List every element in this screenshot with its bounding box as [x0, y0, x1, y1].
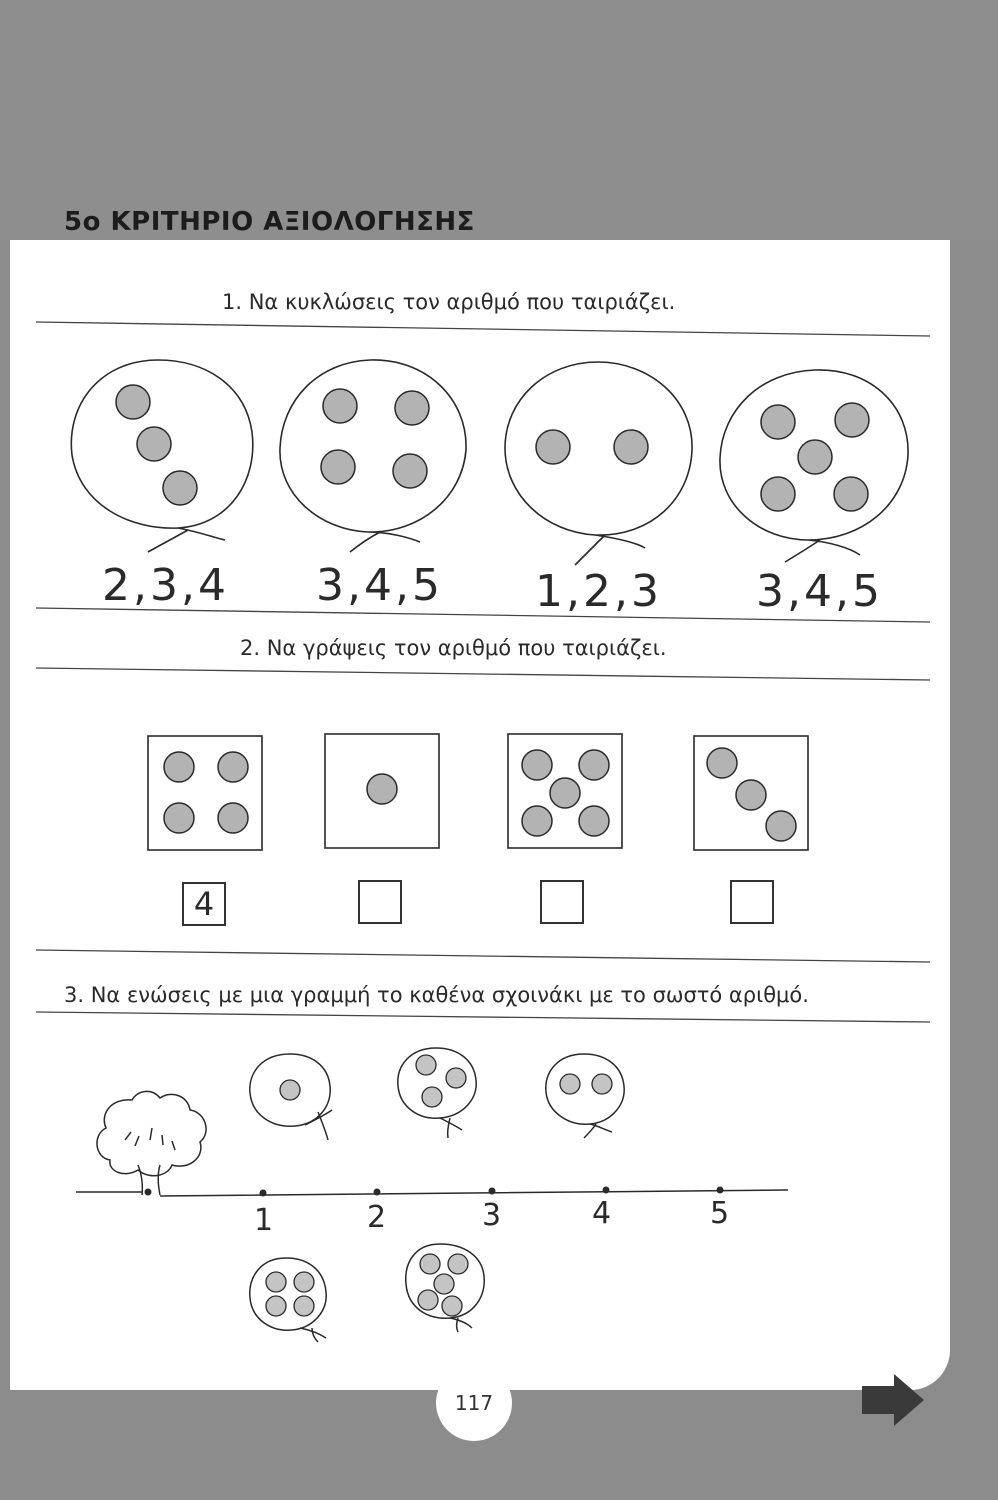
dot — [592, 1074, 612, 1094]
dot — [835, 403, 869, 437]
rule-line — [36, 322, 930, 336]
dot — [442, 1296, 462, 1316]
dot-square-1 — [148, 736, 262, 850]
dot — [536, 430, 570, 464]
dot — [137, 427, 171, 461]
dot — [579, 806, 609, 836]
number-line-label-5: 5 — [710, 1196, 730, 1231]
dot — [761, 477, 795, 511]
number-line-label-2: 2 — [367, 1200, 387, 1235]
balloon-outline-2 — [280, 360, 466, 552]
next-arrow-icon[interactable] — [860, 1372, 926, 1428]
choice-group-1[interactable]: 2,3,4 — [102, 560, 229, 611]
dot — [422, 1087, 442, 1107]
choice-group-4[interactable]: 3,4,5 — [756, 566, 883, 617]
dot — [418, 1290, 438, 1310]
exercise-1-instruction: 1. Να κυκλώσεις τον αριθμό που ταιριάζει. — [222, 290, 676, 314]
dot — [446, 1068, 466, 1088]
dot — [420, 1254, 440, 1274]
dot — [522, 750, 552, 780]
dot — [393, 454, 427, 488]
number-line-point — [489, 1188, 496, 1195]
rule-line — [36, 1012, 930, 1022]
dot — [280, 1080, 300, 1100]
dot — [395, 391, 429, 425]
number-line-label-4: 4 — [592, 1196, 612, 1231]
dot — [434, 1274, 454, 1294]
dot — [560, 1074, 580, 1094]
dot — [163, 471, 197, 505]
number-line-point — [374, 1189, 381, 1196]
number-line-point — [717, 1187, 724, 1194]
dot — [579, 750, 609, 780]
answer-box-2[interactable] — [358, 880, 402, 924]
number-line-point — [603, 1187, 610, 1194]
dot — [798, 440, 832, 474]
dot — [766, 811, 796, 841]
rule-line — [36, 950, 930, 962]
start-point — [145, 1189, 152, 1196]
dot — [294, 1296, 314, 1316]
exercise-2-instruction: 2. Να γράψεις τον αριθμό που ταιριάζει. — [240, 636, 667, 660]
rule-line — [36, 668, 930, 680]
choice-group-3[interactable]: 1,2,3 — [535, 566, 662, 617]
dot — [266, 1296, 286, 1316]
page-title: 5ο ΚΡΙΤΗΡΙΟ ΑΞΙΟΛΟΓΗΣΗΣ — [64, 207, 475, 237]
dot — [321, 450, 355, 484]
dot — [707, 748, 737, 778]
dot — [266, 1272, 286, 1292]
dot — [294, 1272, 314, 1292]
exercise-3-instruction: 3. Να ενώσεις με μια γραμμή το καθένα σχοινάκι με το σωστό αριθμό. — [64, 983, 809, 1007]
dot — [218, 752, 248, 782]
page-number: 117 — [436, 1365, 512, 1441]
dot — [164, 803, 194, 833]
dot — [448, 1254, 468, 1274]
small-balloon-outline — [546, 1054, 624, 1138]
dot — [164, 752, 194, 782]
number-line-point — [260, 1190, 267, 1197]
dot — [416, 1055, 436, 1075]
dot — [367, 774, 397, 804]
dot — [736, 780, 766, 810]
choice-group-2[interactable]: 3,4,5 — [316, 560, 443, 611]
dot — [550, 778, 580, 808]
balloon-outline-3 — [505, 362, 692, 565]
number-line-label-3: 3 — [482, 1198, 502, 1233]
dot — [116, 385, 150, 419]
dot — [522, 806, 552, 836]
dot — [218, 803, 248, 833]
number-line-label-1: 1 — [254, 1203, 274, 1238]
answer-box-3[interactable] — [540, 880, 584, 924]
answer-box-4[interactable] — [730, 880, 774, 924]
dot — [834, 477, 868, 511]
dot — [323, 389, 357, 423]
dot — [614, 430, 648, 464]
small-balloon-outline — [250, 1258, 326, 1342]
dot — [761, 405, 795, 439]
answer-box-1[interactable]: 4 — [182, 882, 226, 926]
